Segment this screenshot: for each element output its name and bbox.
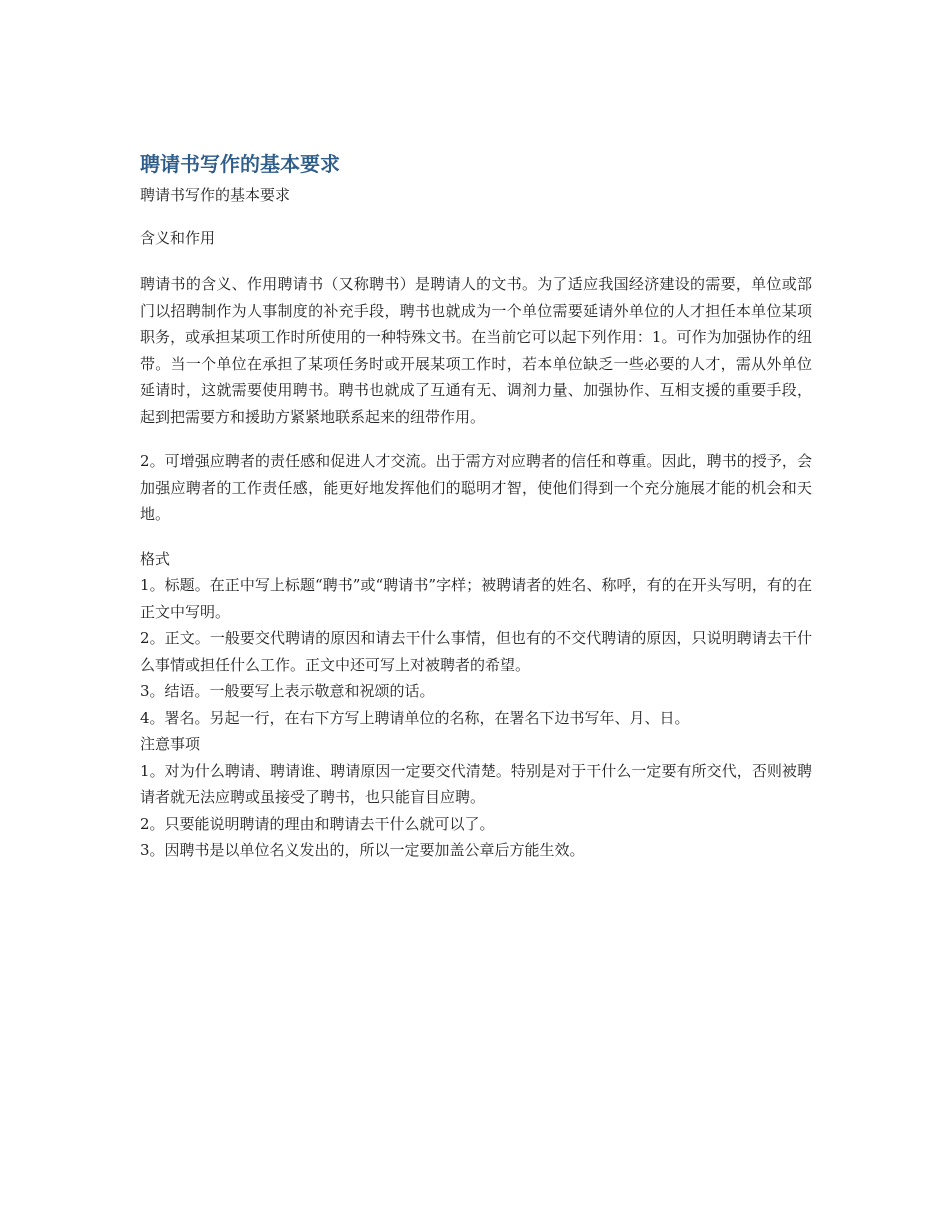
document-subtitle: 聘请书写作的基本要求 xyxy=(140,186,291,204)
document-page xyxy=(140,148,812,864)
meaning-paragraph-1: 聘请书的含义、作用聘请书（又称聘书）是聘请人的文书。为了适应我国经济建设的需要，单位或部门以招聘制作为人事制度的补充手段，聘书也就成为一个单位需要延请外单位的人才担任本单位某项职务，或承担某项工作时所使用的一种特殊文书。在当前它可以起下列作用：1。可作为加强协作的纽带。当一个单位在承担了某项任务时或开展某项工作时，若本单位缺乏一些必要的人才，需从外单位延请时，这就需要使用聘书。聘书也就成了互通有无、调剂力量、加强协作、互相支援的重要手段，起到把需要方和援助方紧紧地联系起来的纽带作用。 xyxy=(140,275,812,426)
format-item-3: 3。结语。一般要写上表示敬意和祝颂的话。 xyxy=(140,682,435,700)
format-item-4: 4。署名。另起一行，在右下方写上聘请单位的名称，在署名下边书写年、月、日。 xyxy=(140,708,690,727)
section-heading-notes: 注意事项 xyxy=(140,735,201,753)
section-heading-format: 格式 xyxy=(140,549,171,568)
document-title: 聘请书写作的基本要求 xyxy=(140,152,340,176)
meaning-paragraph-2: 2。可增强应聘者的责任感和促进人才交流。出于需方对应聘者的信任和尊重。因此，聘书的授予，会加强应聘者的工作责任感，能更好地发挥他们的聪明才智，使他们得到一个充分施展才能的机会和天地。 xyxy=(140,452,812,523)
section-heading-meaning: 含义和作用 xyxy=(140,228,216,247)
notes-item-1: 1。对为什么聘请、聘请谁、聘请原因一定要交代清楚。特别是对于干什么一定要有所交代，否则被聘请者就无法应聘或虽接受了聘书，也只能盲目应聘。 xyxy=(140,761,812,806)
notes-item-3: 3。因聘书是以单位名义发出的，所以一定要加盖公章后方能生效。 xyxy=(140,841,585,859)
notes-item-2: 2。只要能说明聘请的理由和聘请去干什么就可以了。 xyxy=(140,814,495,833)
format-item-1: 1。标题。在正中写上标题“聘书”或“聘请书”字样；被聘请者的姓名、称呼，有的在开头写明，有的在正文中写明。 xyxy=(140,576,812,621)
format-item-2: 2。正文。一般要交代聘请的原因和请去干什么事情，但也有的不交代聘请的原因，只说明聘请去干什么事情或担任什么工作。正文中还可写上对被聘者的希望。 xyxy=(140,629,812,674)
